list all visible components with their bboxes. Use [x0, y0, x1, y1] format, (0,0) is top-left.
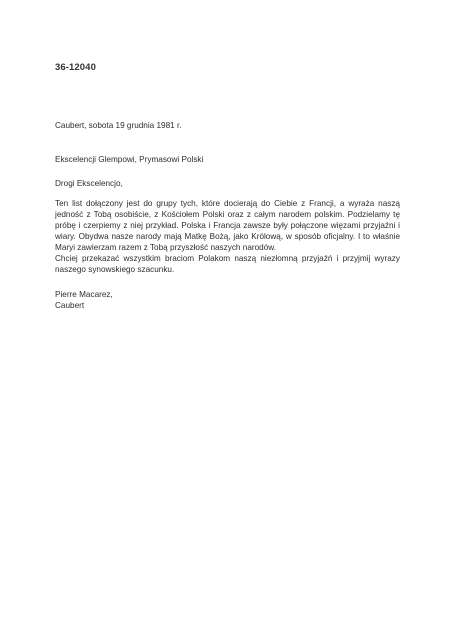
salutation-line: Drogi Ekscelencjo,	[55, 179, 123, 188]
addressee-line: Ekscelencji Glempowi, Prymasowi Polski	[55, 155, 204, 164]
signature-place: Caubert	[55, 301, 85, 310]
signature-name: Pierre Macarez,	[55, 290, 113, 299]
place-date-line: Caubert, sobota 19 grudnia 1981 r.	[55, 121, 182, 130]
body-paragraph-2: Chciej przekazać wszystkim braciom Polakom naszą niezłomną przyjaźń i przyjmij wyrazy naszego synowskiego szacunku.	[55, 254, 400, 274]
letter-body	[55, 198, 400, 275]
signature-block	[55, 289, 400, 311]
body-paragraph-1: Ten list dołączony jest do grupy tych, które docierają do Ciebie z Francji, a wyraża naszą jedność z Tobą osobiście, z Kościołem Polski oraz z całym narodem polskim. Podzielamy tę próbę i czerpiemy z niej przykład. Polska i Francja zawsze były połączone więzami przyjaźni i wiary. Obydwa nasze narody mają Matkę Bożą, jako Królową, w sposób oficjalny. I to właśnie Maryi zawierzam razem z Tobą przyszłość naszych narodów.	[55, 199, 400, 252]
document-id: 36-12040	[55, 62, 96, 73]
